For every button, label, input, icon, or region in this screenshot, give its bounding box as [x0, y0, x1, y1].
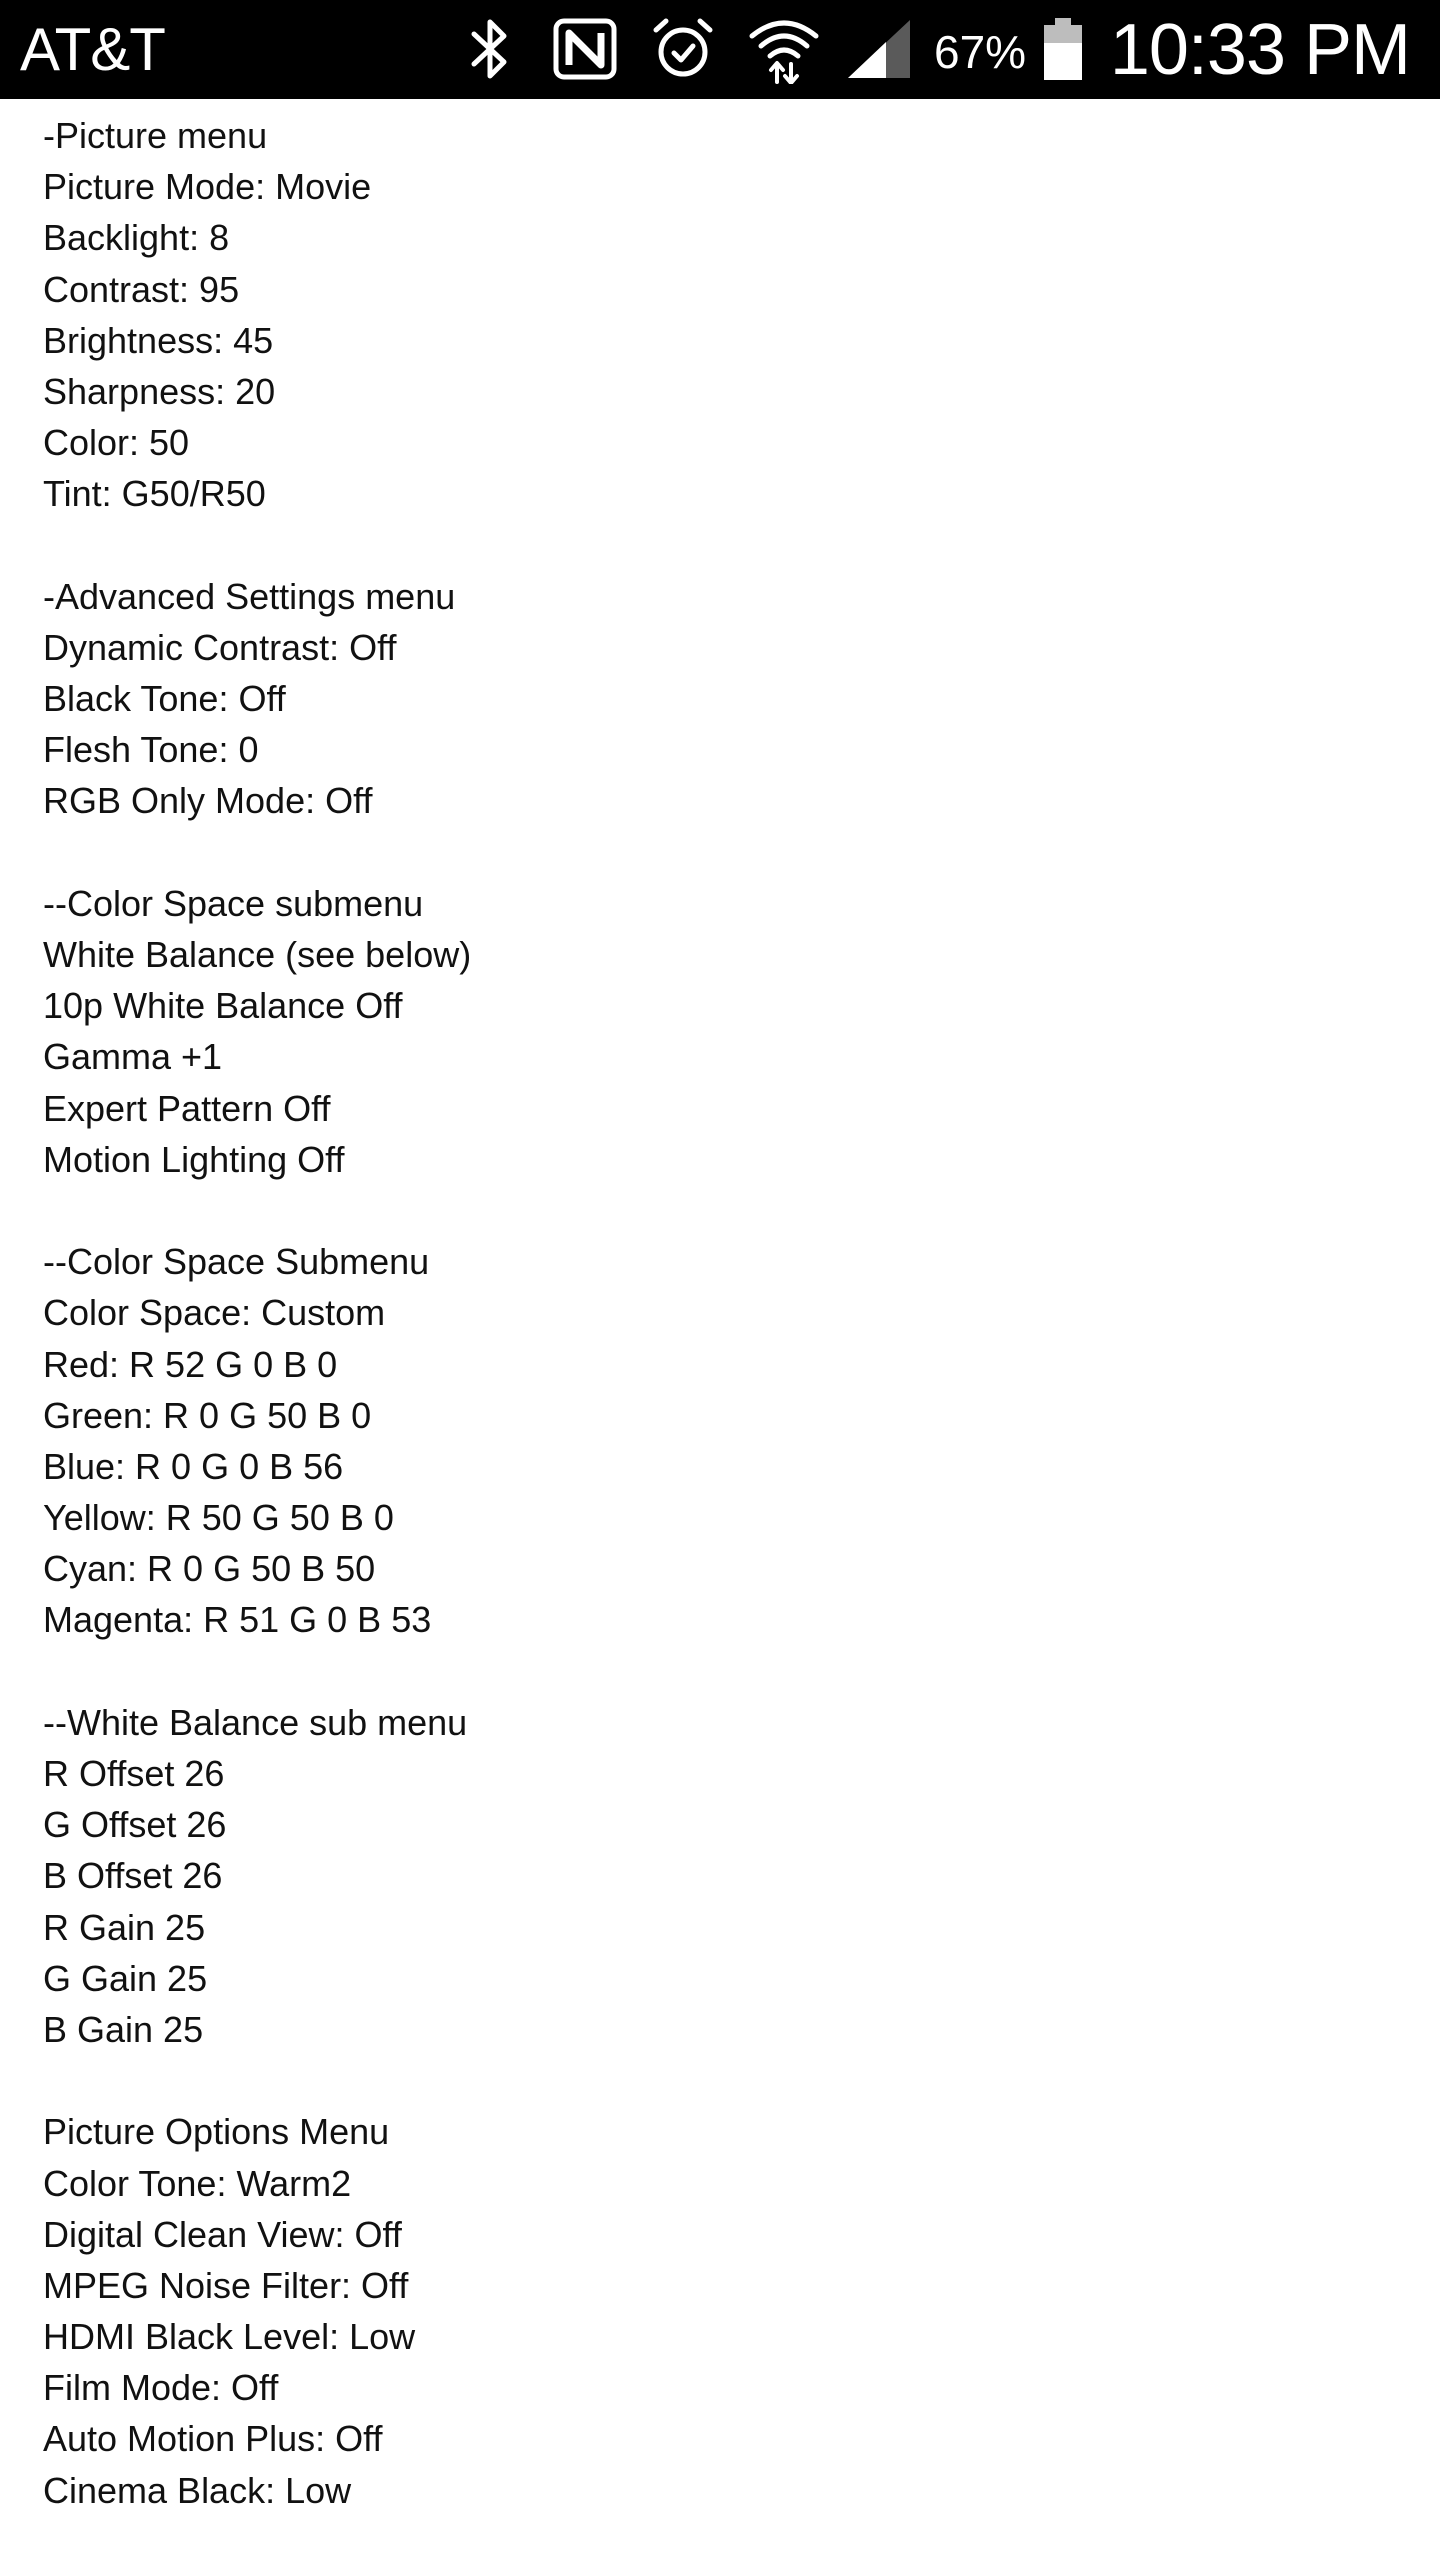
- note-line: --White Balance sub menu: [43, 1701, 468, 1743]
- note-line: HDMI Black Level: Low: [43, 2316, 416, 2358]
- note-line: Black Tone: Off: [43, 678, 286, 720]
- note-line: Motion Lighting Off: [43, 1138, 345, 1180]
- note-line: Film Mode: Off: [43, 2367, 279, 2409]
- bluetooth-icon: [462, 14, 518, 84]
- blank-line: [43, 1185, 1423, 1236]
- note-line: -Picture menu: [43, 115, 268, 156]
- carrier-name: AT&T: [20, 16, 165, 83]
- note-line: R Gain 25: [43, 1906, 206, 1948]
- note-line: MPEG Noise Filter: Off: [43, 2264, 409, 2306]
- note-line: Color Tone: Warm2: [43, 2162, 352, 2204]
- note-line: RGB Only Mode: Off: [43, 780, 373, 822]
- note-line: Dynamic Contrast: Off: [43, 626, 397, 668]
- note-line: R Offset 26: [43, 1753, 225, 1794]
- note-line: --Color Space Submenu: [43, 1241, 430, 1283]
- note-line: Green: R 0 G 50 B 0: [43, 1394, 372, 1436]
- note-line: G Offset 26: [43, 1804, 227, 1846]
- note-line: Auto Motion Plus: Off: [43, 2418, 383, 2460]
- note-line: Color Space: Custom: [43, 1292, 386, 1334]
- note-line: Picture Options Menu: [43, 2111, 390, 2153]
- note-line: Brightness: 45: [43, 319, 274, 361]
- cell-signal-icon: [844, 14, 914, 84]
- alarm-icon: [648, 14, 718, 84]
- blank-line: [43, 520, 1423, 571]
- note-line: Expert Pattern Off: [43, 1087, 331, 1129]
- note-line: Color: 50: [43, 422, 190, 464]
- note-line: B Gain 25: [43, 2008, 204, 2050]
- note-line: Flesh Tone: 0: [43, 729, 259, 771]
- note-line: G Gain 25: [43, 1957, 208, 1999]
- blank-line: [43, 827, 1423, 878]
- note-line: Cinema Black: Low: [43, 2469, 352, 2511]
- note-line: Contrast: 95: [43, 268, 240, 310]
- note-line: Tint: G50/R50: [43, 473, 266, 515]
- note-body: [43, 110, 1423, 2516]
- note-line: Gamma +1: [43, 1036, 223, 1078]
- note-line: Magenta: R 51 G 0 B 53: [43, 1599, 432, 1641]
- battery-icon: [1040, 14, 1086, 84]
- blank-line: [43, 2055, 1423, 2106]
- note-line: -Advanced Settings menu: [43, 575, 456, 617]
- note-line: Sharpness: 20: [43, 370, 276, 412]
- nfc-icon: [550, 14, 620, 84]
- note-line: Digital Clean View: Off: [43, 2213, 402, 2255]
- note-line: Cyan: R 0 G 50 B 50: [43, 1548, 376, 1590]
- note-line: Picture Mode: Movie: [43, 166, 372, 208]
- note-line: Blue: R 0 G 0 B 56: [43, 1445, 344, 1487]
- note-line: Red: R 52 G 0 B 0: [43, 1343, 338, 1385]
- note-line: Backlight: 8: [43, 217, 230, 259]
- status-bar: [0, 0, 1440, 99]
- note-line: White Balance (see below): [43, 934, 472, 975]
- note-line: --Color Space submenu: [43, 882, 424, 924]
- clock: 10:33 PM: [1109, 10, 1410, 90]
- blank-line: [43, 1646, 1423, 1697]
- note-line: Yellow: R 50 G 50 B 0: [43, 1497, 394, 1539]
- note-line: B Offset 26: [43, 1855, 223, 1897]
- note-line: 10p White Balance Off: [43, 985, 403, 1027]
- wifi-icon: [746, 14, 822, 84]
- battery-percent: 67%: [934, 26, 1027, 78]
